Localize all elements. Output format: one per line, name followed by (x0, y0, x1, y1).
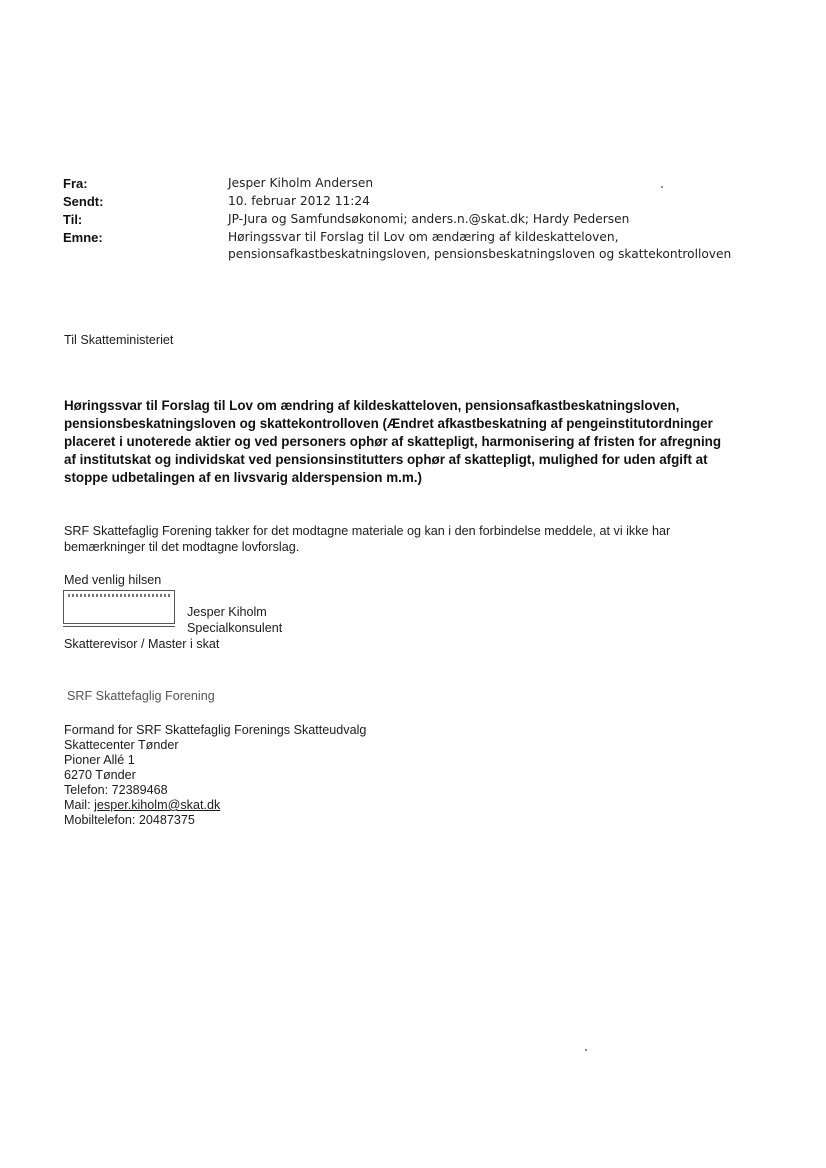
mail-label: Mail: (64, 798, 95, 812)
signature-line (63, 626, 175, 627)
sent-value: 10. februar 2012 11:24 (228, 194, 370, 208)
scan-speck (585, 1049, 587, 1051)
title-line: stoppe udbetalingen af en livsvarig alderspension m.m.) (64, 470, 422, 485)
subject-label: Emne: (63, 230, 103, 245)
body-line: bemærkninger til det modtagne lovforslag. (64, 540, 300, 554)
contact-line-2: Skattecenter Tønder (64, 738, 179, 752)
sent-label: Sendt: (63, 194, 104, 209)
recipient: Til Skatteministeriet (64, 333, 174, 347)
title-line: pensionsbeskatningsloven og skattekontrolloven (Ændret afkastbeskatning af pengeinstitutordninger (64, 416, 713, 431)
mail-link[interactable]: jesper.kiholm@skat.dk (94, 798, 221, 812)
subject-line-2: pensionsafkastbeskatningsloven, pensionsbeskatningsloven og skattekontrolloven (228, 247, 732, 261)
body-line: SRF Skattefaglig Forening takker for det modtagne materiale og kan i den forbindelse meddele, at vi ikke har (64, 524, 671, 538)
closing: Med venlig hilsen (64, 573, 162, 587)
from-value: Jesper Kiholm Andersen (228, 176, 374, 190)
from-label: Fra: (63, 176, 88, 191)
signature-image (63, 590, 175, 624)
signer-name: Jesper Kiholm (187, 605, 267, 619)
body-paragraph (64, 523, 670, 555)
contact-mail (64, 797, 220, 813)
contact-mobile: Mobiltelefon: 20487375 (64, 813, 195, 827)
contact-line-1: Formand for SRF Skattefaglig Forenings Skatteudvalg (64, 723, 367, 737)
letter-title (64, 397, 744, 487)
signer-title: Skatterevisor / Master i skat (64, 637, 220, 651)
signer-role: Specialkonsulent (187, 621, 283, 635)
to-label: Til: (63, 212, 83, 227)
contact-phone: Telefon: 72389468 (64, 783, 168, 797)
organization-name: SRF Skattefaglig Forening (67, 689, 215, 703)
title-line: Høringssvar til Forslag til Lov om ændring af kildeskatteloven, pensionsafkastbeskatningsloven, (64, 398, 680, 413)
title-line: placeret i unoterede aktier og ved personers ophør af skattepligt, harmonisering af fristen for afregning (64, 434, 722, 449)
to-value: JP-Jura og Samfundsøkonomi; anders.n.@skat.dk; Hardy Pedersen (228, 212, 630, 226)
title-line: af institutskat og individskat ved pensionsinstitutters ophør af skattepligt, mulighed for uden afgift at (64, 452, 708, 467)
scan-speck (661, 186, 663, 188)
contact-line-4: 6270 Tønder (64, 768, 136, 782)
subject-line-1: Høringssvar til Forslag til Lov om ændæring af kildeskatteloven, (228, 230, 619, 244)
contact-line-3: Pioner Allé 1 (64, 753, 135, 767)
